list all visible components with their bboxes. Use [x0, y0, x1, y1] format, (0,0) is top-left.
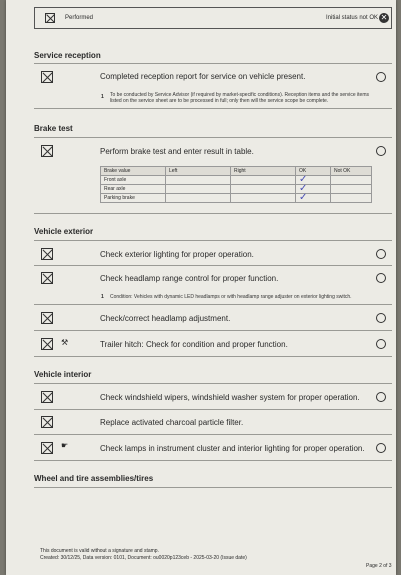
handwritten-check-icon: ✓ [299, 192, 308, 203]
checkbox-reception[interactable] [41, 71, 53, 83]
divider [34, 304, 392, 305]
checkbox-trailer[interactable] [41, 338, 53, 350]
checkbox-ext-lighting[interactable] [41, 248, 53, 260]
document-page [6, 0, 396, 575]
item-lamps: Check lamps in instrument cluster and interior lighting for proper operation. [100, 444, 365, 453]
brake-table [100, 166, 372, 203]
checkbox-headlamp-adjust[interactable] [41, 312, 53, 324]
status-circle-reception[interactable] [376, 72, 386, 82]
status-circle-ext-lighting[interactable] [376, 249, 386, 259]
row-label: Rear axle [101, 185, 166, 194]
checkbox-lamps[interactable] [41, 442, 53, 454]
status-circle-lamps[interactable] [376, 443, 386, 453]
cell-ok[interactable] [296, 194, 331, 203]
section-vehicle-exterior: Vehicle exterior [34, 227, 94, 236]
item-ext-lighting: Check exterior lighting for proper operation. [100, 250, 254, 259]
section-wheel-tire: Wheel and tire assemblies/tires [34, 474, 154, 483]
divider [34, 409, 392, 410]
note-headlamp: Condition: Vehicles with dynamic LED headlamps or with headlamp range adjuster on exterior lighting switch. [110, 294, 352, 300]
status-circle-wipers[interactable] [376, 392, 386, 402]
section-service-reception: Service reception [34, 51, 101, 60]
footer-validity: This document is valid without a signature and stamp. [40, 548, 159, 554]
item-brake-test: Perform brake test and enter result in table. [100, 147, 254, 156]
legend-performed: Performed [65, 15, 94, 21]
cell-left[interactable] [166, 194, 231, 203]
checkbox-charcoal[interactable] [41, 416, 53, 428]
divider [34, 213, 392, 214]
divider [34, 240, 392, 241]
handwritten-check-icon: ✓ [299, 174, 308, 185]
item-headlamp-range: Check headlamp range control for proper function. [100, 274, 279, 283]
info-icon: 1 [101, 94, 104, 100]
status-circle-headlamp-range[interactable] [376, 273, 386, 283]
col-brake-value: Brake value [101, 167, 166, 176]
section-vehicle-interior: Vehicle interior [34, 370, 92, 379]
info-icon: 1 [101, 294, 104, 300]
item-trailer-hitch: Trailer hitch: Check for condition and proper function. [100, 340, 288, 349]
checkbox-wipers[interactable] [41, 391, 53, 403]
col-ok: OK [296, 167, 331, 176]
item-headlamp-adjust: Check/correct headlamp adjustment. [100, 314, 231, 323]
cell-right[interactable] [231, 194, 296, 203]
cell-right[interactable] [231, 185, 296, 194]
cell-not-ok[interactable] [331, 185, 372, 194]
checkbox-headlamp-range[interactable] [41, 272, 53, 284]
divider [34, 330, 392, 331]
col-left: Left [166, 167, 231, 176]
divider [34, 487, 392, 488]
close-circle-icon: ✕ [380, 13, 388, 22]
cell-left[interactable] [166, 176, 231, 185]
divider [34, 63, 392, 64]
item-wipers: Check windshield wipers, windshield washer system for proper operation. [100, 393, 360, 402]
divider [34, 265, 392, 266]
checkbox-brake[interactable] [41, 145, 53, 157]
col-not-ok: Not OK [331, 167, 372, 176]
item-charcoal-filter: Replace activated charcoal particle filter. [100, 418, 244, 427]
status-circle-headlamp-adjust[interactable] [376, 313, 386, 323]
row-label: Front axle [101, 176, 166, 185]
handwritten-check-icon: ✓ [299, 183, 308, 194]
cell-not-ok[interactable] [331, 194, 372, 203]
divider [34, 137, 392, 138]
section-brake-test: Brake test [34, 124, 73, 133]
divider [34, 434, 392, 435]
item-reception-report: Completed reception report for service on vehicle present. [100, 72, 306, 81]
legend-not-ok: Initial status not OK [326, 15, 379, 21]
cell-right[interactable] [231, 176, 296, 185]
wrench-icon: ⚒ [61, 338, 69, 347]
status-circle-trailer[interactable] [376, 339, 386, 349]
note-reception: To be conducted by Service Advisor (if required by market-specific conditions). Reception items and the service items listed on the service sheet are to be processed in full; only then will the service scope be complete. [110, 92, 370, 104]
page-number: Page 2 of 3 [366, 563, 392, 569]
legend-box [34, 7, 392, 29]
checked-box-icon [45, 13, 55, 23]
hand-icon: ☛ [61, 441, 69, 450]
footer-created: Created: 30/12/25, Data version: 0101, Document: ou0020p123ceb - 2025-03-20 (Issue date) [40, 555, 247, 561]
row-label: Parking brake [101, 194, 166, 203]
divider [34, 108, 392, 109]
status-circle-brake[interactable] [376, 146, 386, 156]
col-right: Right [231, 167, 296, 176]
divider [34, 356, 392, 357]
divider [34, 460, 392, 461]
divider [34, 383, 392, 384]
cell-left[interactable] [166, 185, 231, 194]
cell-not-ok[interactable] [331, 176, 372, 185]
